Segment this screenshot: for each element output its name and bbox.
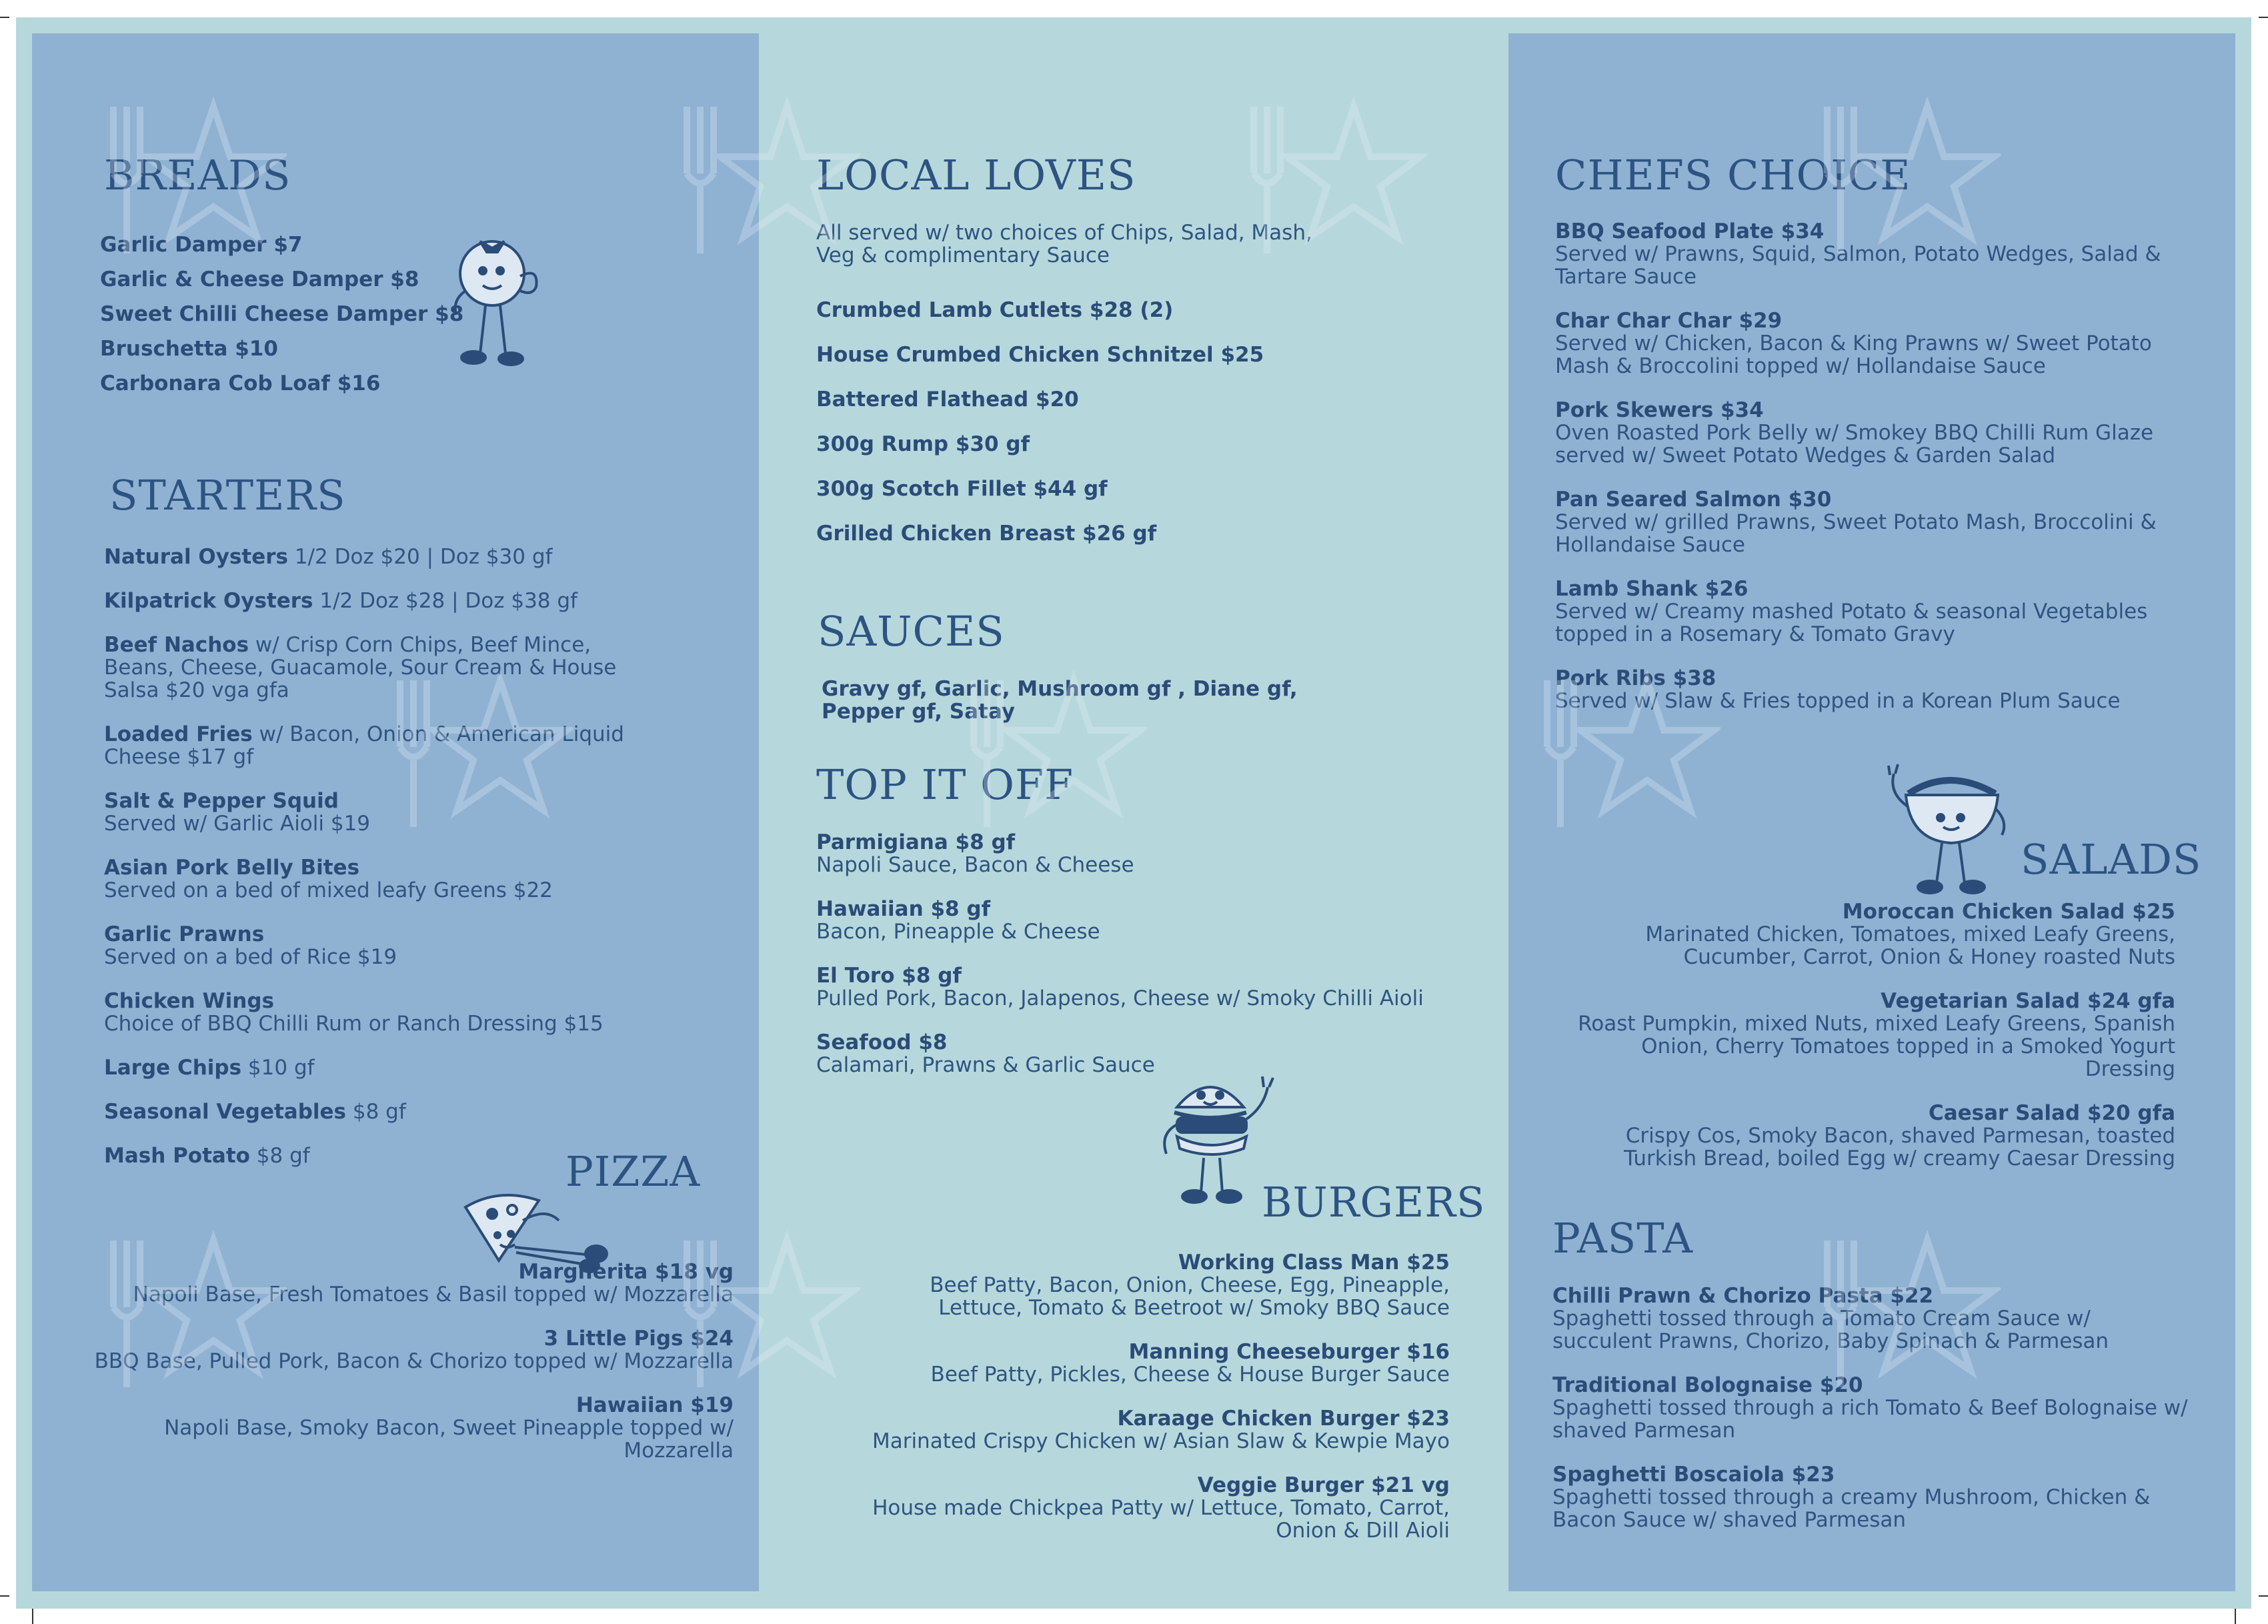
salad-item <box>1555 990 2175 1080</box>
item-desc: $8 gf <box>249 1144 310 1168</box>
item-name: Hawaiian $8 gf <box>816 897 991 921</box>
item-name: Kilpatrick Oysters <box>104 589 313 613</box>
watermark-fork-star-icon <box>660 1227 860 1401</box>
salads-list <box>1555 900 2175 1191</box>
crop-mark <box>0 1595 9 1597</box>
item-desc: Roast Pumpkin, mixed Nuts, mixed Leafy Greens, Spanish Onion, Cherry Tomatoes topped in a Smoked Yogurt Dressing <box>1578 1012 2175 1081</box>
salad-bowl-mascot-icon <box>1882 760 2015 900</box>
item-desc: Oven Roasted Pork Belly w/ Smokey BBQ Chilli Rum Glaze served w/ Sweet Potato Wedges & Garden Salad <box>1555 421 2154 468</box>
item-desc: Served on a bed of mixed leafy Greens $22 <box>104 878 553 902</box>
watermark-fork-star-icon <box>87 1227 287 1401</box>
item-desc: 1/2 Doz $28 | Doz $38 gf <box>313 589 578 613</box>
item-name: 3 Little Pigs $24 <box>543 1327 734 1351</box>
bread-item: Sweet Chilli Cheese Damper $8 <box>100 302 464 326</box>
watermark-fork-star-icon <box>947 667 1147 840</box>
chefs-item <box>1555 488 2182 556</box>
sauces-heading: SAUCES <box>818 607 1005 656</box>
starter-item <box>104 546 691 568</box>
item-name: Karaage Chicken Burger $23 <box>1117 1407 1450 1431</box>
salad-item <box>1555 1102 2175 1170</box>
burgers-list <box>816 1251 1450 1563</box>
watermark-fork-star-icon <box>660 93 860 267</box>
crop-mark <box>2235 1609 2236 1624</box>
topping-item <box>816 964 1483 1010</box>
burger-item <box>816 1341 1450 1386</box>
item-name: Garlic Prawns <box>104 922 265 946</box>
watermark-fork-star-icon <box>1227 93 1427 267</box>
item-desc: Served w/ Slaw & Fries topped in a Korean Plum Sauce <box>1555 689 2121 713</box>
burgers-heading: BURGERS <box>1262 1178 1486 1227</box>
crop-mark <box>2259 17 2268 18</box>
main-item: Crumbed Lamb Cutlets $28 (2) <box>816 298 1174 322</box>
item-desc: BBQ Base, Pulled Pork, Bacon & Chorizo topped w/ Mozzarella <box>94 1349 734 1373</box>
starter-item <box>104 990 691 1035</box>
item-desc: $10 gf <box>241 1056 315 1080</box>
starter-item <box>104 590 691 612</box>
item-name: El Toro $8 gf <box>816 964 962 988</box>
item-name: Chilli Prawn & Chorizo Pasta $22 <box>1552 1284 1934 1308</box>
item-name: Margherita $18 vg <box>518 1260 734 1284</box>
item-desc: Served w/ Chicken, Bacon & King Prawns w/ Sweet Potato Mash & Broccolini topped w/ Hollandaise Sauce <box>1555 331 2152 378</box>
item-desc: Beef Patty, Bacon, Onion, Cheese, Egg, Pineapple, Lettuce, Tomato & Beetroot w/ Smoky BBQ Sauce <box>930 1273 1450 1320</box>
item-name: Large Chips <box>104 1056 242 1080</box>
breads-heading: BREADS <box>104 151 291 199</box>
main-item: Grilled Chicken Breast $26 gf <box>816 522 1157 546</box>
item-desc: Served w/ Prawns, Squid, Salmon, Potato Wedges, Salad & Tartare Sauce <box>1555 242 2161 289</box>
item-name: Seafood $8 <box>816 1030 948 1054</box>
item-name: Salt & Pepper Squid <box>104 789 339 813</box>
item-desc: Spaghetti tossed through a creamy Mushroom, Chicken & Bacon Sauce w/ shaved Parmesan <box>1552 1485 2151 1532</box>
item-name: Veggie Burger $21 vg <box>1197 1473 1450 1497</box>
starter-item <box>104 1056 691 1079</box>
item-desc: Calamari, Prawns & Garlic Sauce <box>816 1053 1155 1077</box>
local-loves-heading: LOCAL LOVES <box>816 151 1136 199</box>
item-desc: Choice of BBQ Chilli Rum or Ranch Dressing $15 <box>104 1012 604 1036</box>
item-name: Pork Ribs $38 <box>1555 666 1717 690</box>
pizza-heading: PIZZA <box>565 1147 701 1196</box>
burger-item <box>816 1407 1450 1453</box>
item-desc: Beef Patty, Pickles, Cheese & House Burger Sauce <box>930 1363 1450 1387</box>
crop-mark <box>32 1609 33 1624</box>
item-desc: Served w/ grilled Prawns, Sweet Potato Mash, Broccolini & Hollandaise Sauce <box>1555 510 2157 557</box>
item-name: Loaded Fries <box>104 722 253 746</box>
item-name: Beef Nachos <box>104 633 249 657</box>
item-desc: Pulled Pork, Bacon, Jalapenos, Cheese w/ Smoky Chilli Aioli <box>816 986 1424 1010</box>
item-desc: $8 gf <box>346 1100 406 1124</box>
crop-mark <box>0 17 9 18</box>
topping-item <box>816 1031 1483 1076</box>
sauces-list: Gravy gf, Garlic, Mushroom gf , Diane gf, Pepper gf, Satay <box>822 677 1298 724</box>
starters-list <box>104 546 691 1188</box>
item-desc: Napoli Base, Smoky Bacon, Sweet Pineapple topped w/ Mozzarella <box>164 1416 734 1463</box>
item-name: Spaghetti Boscaiola $23 <box>1552 1463 1835 1487</box>
item-name: Pork Skewers $34 <box>1555 398 1764 422</box>
item-desc: House made Chickpea Patty w/ Lettuce, Tomato, Carrot, Onion & Dill Aioli <box>872 1496 1450 1543</box>
item-name: Seasonal Vegetables <box>104 1100 346 1124</box>
item-name: Traditional Bolognaise $20 <box>1552 1373 1863 1397</box>
item-desc: Served w/ Garlic Aioli $19 <box>104 812 371 836</box>
starter-item <box>104 923 691 968</box>
bread-item: Carbonara Cob Loaf $16 <box>100 371 381 395</box>
starter-item <box>104 1100 691 1123</box>
chefs-item <box>1555 578 2182 646</box>
item-desc: Served on a bed of Rice $19 <box>104 945 397 969</box>
chefs-item <box>1555 309 2182 377</box>
item-desc: Marinated Chicken, Tomatoes, mixed Leafy Greens, Cucumber, Carrot, Onion & Honey roasted Nuts <box>1645 922 2175 969</box>
item-name: Working Class Man $25 <box>1178 1251 1450 1275</box>
starter-item <box>104 856 691 902</box>
tomato-mascot-icon <box>439 227 552 373</box>
watermark-fork-star-icon <box>1801 93 2001 267</box>
item-desc: Spaghetti tossed through a Tomato Cream Sauce w/ succulent Prawns, Chorizo, Baby Spinach & Parmesan <box>1552 1307 2109 1353</box>
item-desc: Marinated Crispy Chicken w/ Asian Slaw & Kewpie Mayo <box>872 1429 1450 1453</box>
watermark-fork-star-icon <box>1801 1227 2001 1401</box>
item-desc: Napoli Sauce, Bacon & Cheese <box>816 853 1134 877</box>
watermark-fork-star-icon <box>373 667 574 840</box>
local-loves-intro: All served w/ two choices of Chips, Salad, Mash, Veg & complimentary Sauce <box>816 221 1312 267</box>
chefs-choice-heading: CHEFS CHOICE <box>1555 151 1911 199</box>
item-desc: 1/2 Doz $20 | Doz $30 gf <box>287 545 553 569</box>
burger-item <box>816 1251 1450 1319</box>
item-name: Hawaiian $19 <box>576 1393 734 1417</box>
item-name: Asian Pork Belly Bites <box>104 856 360 880</box>
crop-mark <box>2259 1595 2268 1597</box>
topping-item <box>816 898 1483 943</box>
item-name: BBQ Seafood Plate $34 <box>1555 219 1825 243</box>
main-item: 300g Scotch Fillet $44 gf <box>816 477 1108 501</box>
item-name: Mash Potato <box>104 1144 250 1168</box>
top-it-off-list <box>816 831 1483 1098</box>
pasta-heading: PASTA <box>1552 1214 1694 1263</box>
bread-item: Bruschetta $10 <box>100 337 278 361</box>
chefs-choice-list <box>1555 220 2182 734</box>
item-name: Caesar Salad $20 gfa <box>1928 1101 2175 1125</box>
topping-item <box>816 831 1483 876</box>
item-name: Moroccan Chicken Salad $25 <box>1842 900 2175 924</box>
item-desc: Napoli Base, Fresh Tomatoes & Basil topped w/ Mozzarella <box>133 1283 734 1307</box>
item-desc: w/ Crisp Corn Chips, Beef Mince, Beans, Cheese, Guacamole, Sour Cream & House Salsa $20 vga gfa <box>104 633 617 702</box>
watermark-fork-star-icon <box>1520 667 1721 840</box>
pizza-item <box>59 1394 734 1462</box>
item-desc: Served w/ Creamy mashed Potato & seasonal Vegetables topped in a Rosemary & Tomato Gravy <box>1555 600 2148 646</box>
top-it-off-heading: TOP IT OFF <box>816 760 1074 809</box>
salad-item <box>1555 900 2175 968</box>
item-desc: w/ Bacon, Onion & American Liquid Cheese $17 gf <box>104 722 624 769</box>
main-item: House Crumbed Chicken Schnitzel $25 <box>816 343 1264 367</box>
chefs-item <box>1555 399 2182 467</box>
watermark-fork-star-icon <box>87 93 287 267</box>
item-name: Natural Oysters <box>104 545 288 569</box>
main-item: Battered Flathead $20 <box>816 387 1079 412</box>
item-name: Parmigiana $8 gf <box>816 830 1016 854</box>
item-desc: Bacon, Pineapple & Cheese <box>816 920 1100 944</box>
item-name: Lamb Shank $26 <box>1555 577 1749 601</box>
item-name: Manning Cheeseburger $16 <box>1128 1340 1450 1364</box>
local-loves-list <box>816 299 1416 567</box>
item-desc: Crispy Cos, Smoky Bacon, shaved Parmesan, toasted Turkish Bread, boiled Egg w/ creamy Caesar Dressing <box>1624 1124 2175 1170</box>
item-name: Char Char Char $29 <box>1555 309 1783 333</box>
starters-heading: STARTERS <box>109 471 346 520</box>
item-name: Chicken Wings <box>104 989 275 1013</box>
main-item: 300g Rump $30 gf <box>816 432 1030 456</box>
salads-heading: SALADS <box>2021 835 2202 884</box>
pasta-item <box>1552 1463 2193 1531</box>
burger-item <box>816 1474 1450 1542</box>
item-desc: Spaghetti tossed through a rich Tomato & Beef Bolognaise w/ shaved Parmesan <box>1552 1396 2188 1443</box>
bread-item: Garlic & Cheese Damper $8 <box>100 267 419 291</box>
item-name: Pan Seared Salmon $30 <box>1555 488 1832 512</box>
bread-item: Garlic Damper $7 <box>100 233 303 257</box>
item-name: Vegetarian Salad $24 gfa <box>1881 989 2175 1013</box>
